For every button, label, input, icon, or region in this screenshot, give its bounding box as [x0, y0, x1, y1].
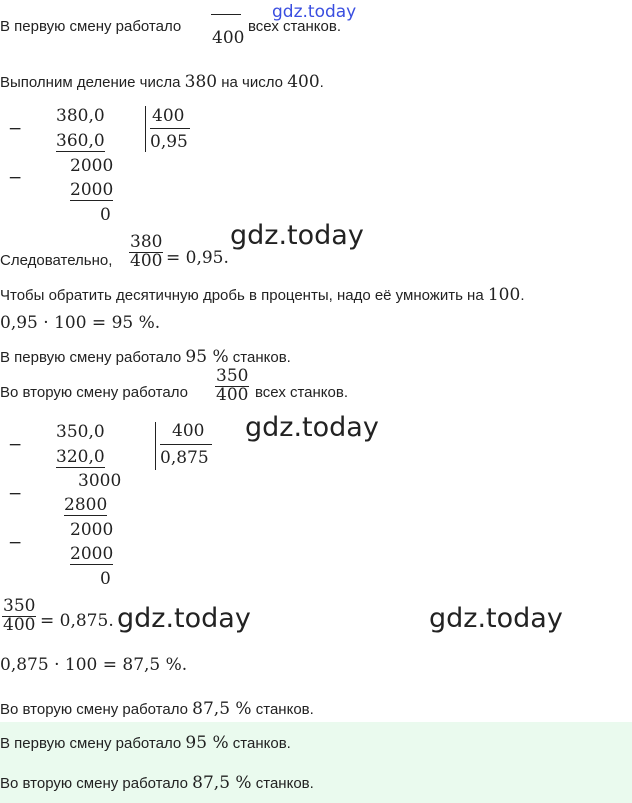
- line4-number: 100: [487, 285, 521, 305]
- divisor-rule: [160, 444, 212, 445]
- answer-line-1: [0, 733, 291, 753]
- answer2-tail: станков.: [255, 775, 314, 792]
- line2-end: .: [319, 74, 324, 91]
- div2-row-5: 2000: [70, 544, 114, 564]
- div2-row-0: 350,0: [56, 422, 105, 442]
- div2-divisor: 400: [172, 421, 205, 441]
- line-second-shift-fraction: Во вторую смену работало: [0, 384, 188, 401]
- line10-text: Во вторую смену работало: [0, 701, 188, 718]
- line1-text: В первую смену работало: [0, 18, 182, 35]
- division-bar: [145, 106, 146, 152]
- line3-result: = 0,95.: [166, 248, 229, 268]
- answer2-text: Во вторую смену работало: [0, 775, 188, 792]
- div2-row-2: 3000: [78, 471, 122, 491]
- div2-row-1: 320,0: [56, 447, 105, 467]
- fraction-350-400-result: [2, 598, 36, 635]
- line10-tail: станков.: [255, 701, 314, 718]
- line2-mid: на число: [221, 74, 284, 91]
- div2-row-6: 0: [100, 569, 111, 589]
- divisor-rule: [150, 128, 190, 129]
- answer1-tail: станков.: [232, 735, 291, 752]
- answer2-value: 87,5 %: [192, 773, 252, 793]
- div1-quotient: 0,95: [150, 132, 188, 152]
- fraction-denominator: 400: [130, 250, 163, 271]
- line1-tail: всех станков.: [248, 18, 342, 35]
- fraction-380-400: [129, 234, 163, 271]
- fraction-bar: [211, 14, 241, 15]
- answer-box: [0, 722, 632, 803]
- minus-sign: −: [8, 484, 23, 504]
- div1-row-3: 2000: [70, 180, 114, 200]
- div2-row-4: 2000: [70, 520, 114, 540]
- div1-row-2: 2000: [70, 156, 114, 176]
- fraction-numerator: 350: [216, 366, 249, 386]
- line-therefore-1: Следовательно,: [0, 252, 113, 269]
- minus-sign: −: [8, 533, 23, 553]
- line7-tail: всех станков.: [255, 384, 349, 401]
- fraction-350-400: [215, 368, 249, 405]
- fraction-numerator: 350: [3, 596, 36, 616]
- div1-row-4: 0: [100, 205, 111, 225]
- line6-tail: станков.: [232, 349, 291, 366]
- line6-value: 95 %: [185, 347, 229, 367]
- minus-sign: −: [8, 435, 23, 455]
- line10-value: 87,5 %: [192, 699, 252, 719]
- div1-row-0: 380,0: [56, 106, 105, 126]
- division-bar: [155, 422, 156, 470]
- answer1-value: 95 %: [185, 733, 229, 753]
- line4-text: Чтобы обратить десятичную дробь в проценты, надо её умножить на: [0, 287, 484, 304]
- watermark: gdz.today: [245, 412, 379, 443]
- line-division-intro: [0, 72, 324, 92]
- watermark: gdz.today: [429, 603, 563, 634]
- line-percent-rule: [0, 285, 524, 305]
- answer1-text: В первую смену работало: [0, 735, 182, 752]
- line2-text: Выполним деление числа: [0, 74, 181, 91]
- watermark-top: gdz.today: [272, 2, 357, 22]
- fraction-denominator: 400: [3, 614, 36, 635]
- div2-quotient: 0,875: [160, 448, 209, 468]
- div1-row-1: 360,0: [56, 131, 105, 151]
- line2-dividend: 380: [184, 72, 218, 92]
- minus-sign: −: [8, 119, 23, 139]
- line1-denominator: 400: [212, 28, 245, 48]
- line8-result: = 0,875.: [40, 611, 114, 631]
- line4-end: .: [520, 287, 525, 304]
- equation-0-875: 0,875 · 100 = 87,5 %.: [0, 655, 188, 675]
- div2-row-3: 2800: [64, 495, 108, 515]
- line2-divisor: 400: [287, 72, 320, 92]
- watermark: gdz.today: [117, 603, 251, 634]
- answer-line-2: [0, 773, 314, 793]
- minus-sign: −: [8, 168, 23, 188]
- fraction-denominator: 400: [216, 384, 249, 405]
- fraction-numerator: 380: [130, 232, 163, 252]
- line-second-shift-result: [0, 699, 314, 719]
- equation-0-95: 0,95 · 100 = 95 %.: [0, 313, 161, 333]
- line6-text: В первую смену работало: [0, 349, 182, 366]
- line-first-shift-fraction: [0, 18, 181, 35]
- line-first-shift-result: [0, 347, 291, 367]
- div1-divisor: 400: [152, 106, 185, 126]
- watermark: gdz.today: [230, 220, 364, 251]
